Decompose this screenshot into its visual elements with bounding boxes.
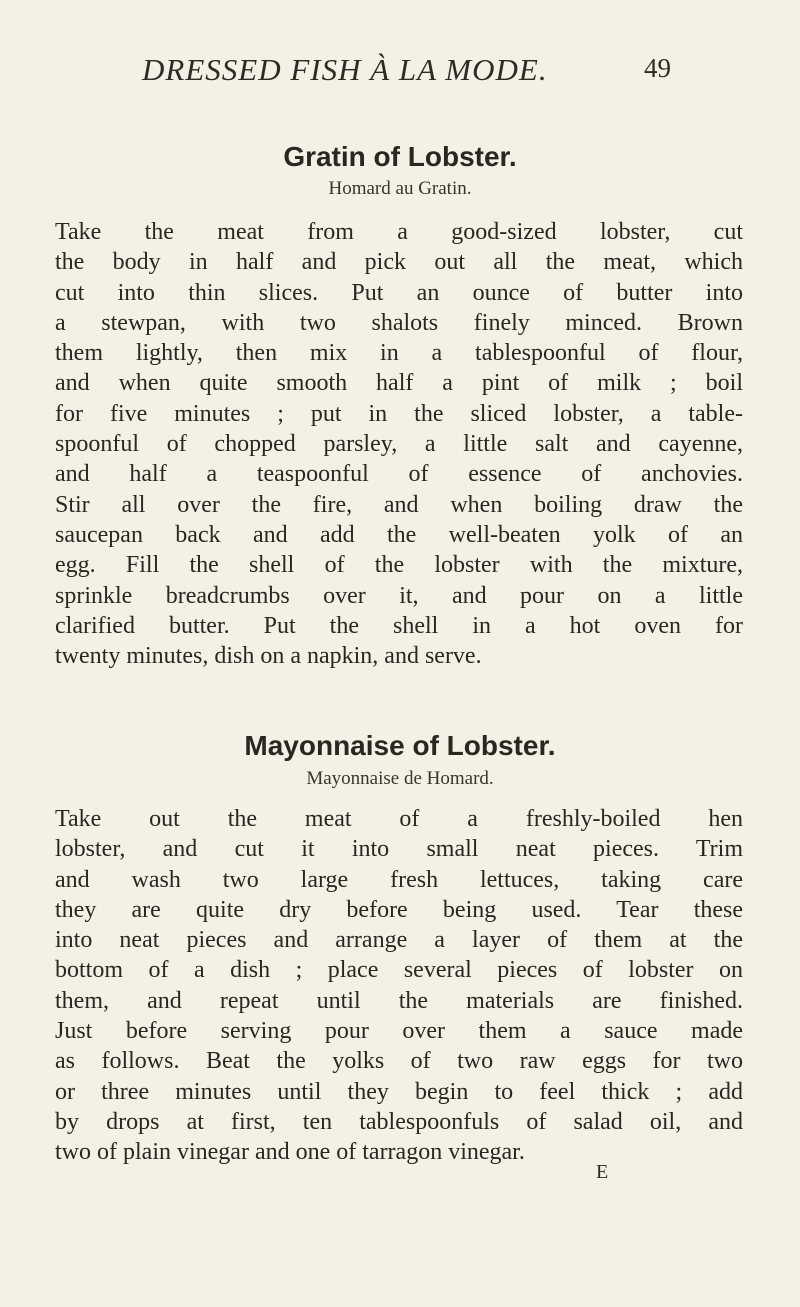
running-head: [0, 52, 800, 92]
recipe-title-mayonnaise-of-lobster: Mayonnaise of Lobster.: [244, 730, 556, 761]
text-line: into neat pieces and arrange a layer of them at the: [55, 927, 743, 954]
recipe-body-gratin-of-lobster: [55, 217, 743, 671]
running-title: DRESSED FISH À LA MODE.: [142, 52, 548, 87]
text-line: and when quite smooth half a pint of milk ; boil: [55, 370, 743, 397]
text-line: Take the meat from a good-sized lobster, cut: [55, 219, 743, 245]
text-line: spoonful of chopped parsley, a little salt and cayenne,: [55, 431, 743, 458]
page-number: 49: [644, 53, 671, 83]
text-line: bottom of a dish ; place several pieces of lobster on: [55, 957, 743, 984]
text-line: and wash two large fresh lettuces, taking care: [55, 866, 743, 893]
text-line: the body in half and pick out all the meat, which: [55, 249, 743, 276]
text-line: egg. Fill the shell of the lobster with the mixture,: [55, 552, 743, 579]
recipe-subtitle-mayonnaise-de-homard: Mayonnaise de Homard.: [306, 768, 494, 789]
recipe-body-mayonnaise-of-lobster: [55, 804, 743, 1168]
text-line: lobster, and cut it into small neat pieces. Trim: [55, 836, 743, 863]
text-line: a stewpan, with two shalots finely minced. Brown: [55, 309, 743, 336]
text-line: clarified butter. Put the shell in a hot oven for: [55, 612, 743, 639]
recipe-subtitle-homard-au-gratin: Homard au Gratin.: [328, 178, 472, 199]
text-line: by drops at first, ten tablespoonfuls of salad oil, and: [55, 1108, 743, 1135]
text-line: sprinkle breadcrumbs over it, and pour on a little: [55, 582, 743, 609]
text-line: Take out the meat of a freshly-boiled hen: [55, 806, 743, 832]
text-line: Just before serving pour over them a sauce made: [55, 1018, 743, 1045]
text-line: for five minutes ; put in the sliced lobster, a table-: [55, 400, 743, 427]
text-line: cut into thin slices. Put an ounce of butter into: [55, 279, 743, 306]
text-line: Stir all over the fire, and when boiling draw the: [55, 491, 743, 518]
text-line: them lightly, then mix in a tablespoonful of flour,: [55, 340, 743, 367]
text-line: them, and repeat until the materials are finished.: [55, 987, 743, 1014]
signature-mark: E: [596, 1161, 609, 1183]
recipe-title-gratin-of-lobster: Gratin of Lobster.: [283, 141, 517, 172]
text-line: and half a teaspoonful of essence of anchovies.: [55, 461, 743, 488]
text-line: two of plain vinegar and one of tarragon vinegar.: [55, 1139, 525, 1166]
text-line: as follows. Beat the yolks of two raw eggs for two: [55, 1048, 743, 1075]
text-line: twenty minutes, dish on a napkin, and serve.: [55, 643, 482, 670]
text-line: they are quite dry before being used. Tear these: [55, 896, 743, 923]
text-line: or three minutes until they begin to feel thick ; add: [55, 1078, 743, 1105]
text-line: saucepan back and add the well-beaten yolk of an: [55, 521, 743, 548]
